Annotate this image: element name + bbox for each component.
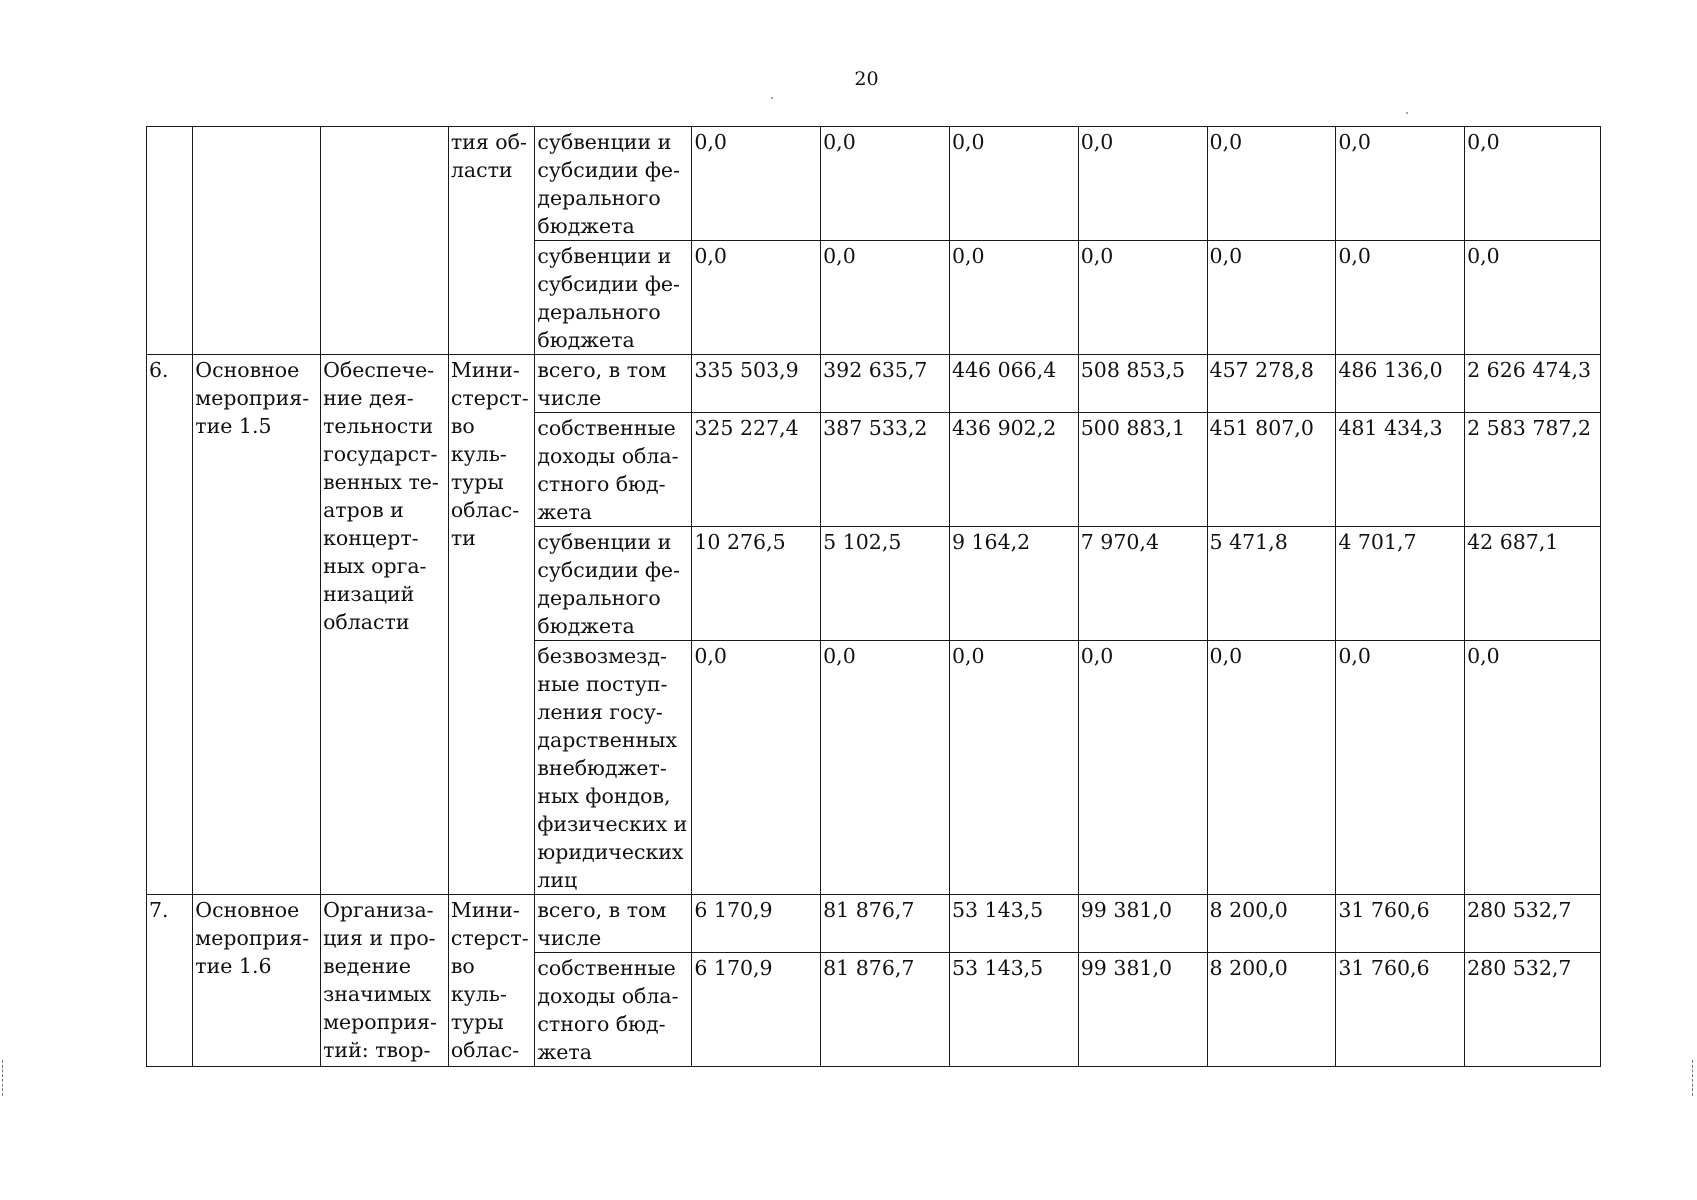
row-number-cell: 7. xyxy=(147,895,193,1067)
value-cell: 436 902,2 xyxy=(949,413,1078,527)
value-cell: 81 876,7 xyxy=(821,895,950,953)
value-cell: 7 970,4 xyxy=(1078,527,1207,641)
value-cell: 0,0 xyxy=(1207,641,1336,895)
funding-source-cell: всего, в том числе xyxy=(535,355,692,413)
table-row xyxy=(147,355,1601,413)
funding-source-cell: собственные доходы обла- стного бюд- жета xyxy=(535,413,692,527)
value-cell: 0,0 xyxy=(1336,641,1465,895)
funding-source-cell: субвенции и субсидии фе- дерального бюджета xyxy=(535,127,692,241)
value-cell: 5 471,8 xyxy=(1207,527,1336,641)
value-cell: 53 143,5 xyxy=(949,895,1078,953)
value-cell: 0,0 xyxy=(1465,641,1601,895)
value-cell: 0,0 xyxy=(949,241,1078,355)
value-cell: 392 635,7 xyxy=(821,355,950,413)
funding-source-cell: субвенции и субсидии фе- дерального бюджета xyxy=(535,527,692,641)
event-cell: Основное мероприя- тие 1.6 xyxy=(193,895,321,1067)
value-cell: 451 807,0 xyxy=(1207,413,1336,527)
value-cell: 5 102,5 xyxy=(821,527,950,641)
value-cell: 0,0 xyxy=(1336,241,1465,355)
value-cell: 0,0 xyxy=(1465,127,1601,241)
event-cell xyxy=(193,127,321,355)
value-cell: 31 760,6 xyxy=(1336,895,1465,953)
value-cell: 0,0 xyxy=(1336,127,1465,241)
value-cell: 0,0 xyxy=(949,641,1078,895)
value-cell: 2 583 787,2 xyxy=(1465,413,1601,527)
value-cell: 9 164,2 xyxy=(949,527,1078,641)
value-cell: 99 381,0 xyxy=(1078,953,1207,1067)
executor-cell: Мини- стерст- во куль- туры облас- xyxy=(448,895,535,1067)
value-cell: 0,0 xyxy=(1207,127,1336,241)
value-cell: 0,0 xyxy=(821,127,950,241)
value-cell: 0,0 xyxy=(821,641,950,895)
value-cell: 6 170,9 xyxy=(692,953,821,1067)
value-cell: 0,0 xyxy=(692,641,821,895)
value-cell: 42 687,1 xyxy=(1465,527,1601,641)
scan-edge-mark-right xyxy=(1692,1060,1697,1096)
scan-speck xyxy=(1406,112,1408,114)
value-cell: 0,0 xyxy=(692,241,821,355)
value-cell: 446 066,4 xyxy=(949,355,1078,413)
funding-source-cell: собственные доходы обла- стного бюд- жета xyxy=(535,953,692,1067)
value-cell: 0,0 xyxy=(1207,241,1336,355)
value-cell: 8 200,0 xyxy=(1207,953,1336,1067)
funding-source-cell: субвенции и субсидии фе- дерального бюджета xyxy=(535,241,692,355)
executor-cell: тия об- ласти xyxy=(448,127,535,355)
value-cell: 81 876,7 xyxy=(821,953,950,1067)
table-row xyxy=(147,127,1601,241)
value-cell: 457 278,8 xyxy=(1207,355,1336,413)
value-cell: 99 381,0 xyxy=(1078,895,1207,953)
value-cell: 0,0 xyxy=(1078,127,1207,241)
value-cell: 508 853,5 xyxy=(1078,355,1207,413)
value-cell: 10 276,5 xyxy=(692,527,821,641)
value-cell: 387 533,2 xyxy=(821,413,950,527)
funding-source-cell: всего, в том числе xyxy=(535,895,692,953)
value-cell: 8 200,0 xyxy=(1207,895,1336,953)
title-cell xyxy=(321,127,449,355)
value-cell: 0,0 xyxy=(949,127,1078,241)
value-cell: 486 136,0 xyxy=(1336,355,1465,413)
value-cell: 335 503,9 xyxy=(692,355,821,413)
value-cell: 31 760,6 xyxy=(1336,953,1465,1067)
table-row xyxy=(147,895,1601,953)
executor-cell: Мини- стерст- во куль- туры облас- ти xyxy=(448,355,535,895)
value-cell: 500 883,1 xyxy=(1078,413,1207,527)
value-cell: 0,0 xyxy=(692,127,821,241)
value-cell: 325 227,4 xyxy=(692,413,821,527)
value-cell: 0,0 xyxy=(1465,241,1601,355)
value-cell: 280 532,7 xyxy=(1465,953,1601,1067)
value-cell: 0,0 xyxy=(821,241,950,355)
value-cell: 0,0 xyxy=(1078,241,1207,355)
value-cell: 0,0 xyxy=(1078,641,1207,895)
row-number-cell xyxy=(147,127,193,355)
value-cell: 53 143,5 xyxy=(949,953,1078,1067)
page-number: 20 xyxy=(854,68,879,90)
value-cell: 6 170,9 xyxy=(692,895,821,953)
title-cell: Организа- ция и про- ведение значимых мероприя- тий: твор- xyxy=(321,895,449,1067)
value-cell: 4 701,7 xyxy=(1336,527,1465,641)
scan-speck xyxy=(771,97,773,99)
scan-edge-mark-left xyxy=(2,1060,7,1096)
value-cell: 2 626 474,3 xyxy=(1465,355,1601,413)
value-cell: 280 532,7 xyxy=(1465,895,1601,953)
funding-source-cell: безвозмезд- ные поступ- ления госу- дарственных внебюджет- ных фондов, физических и юридических лиц xyxy=(535,641,692,895)
budget-table xyxy=(146,126,1601,1067)
event-cell: Основное мероприя- тие 1.5 xyxy=(193,355,321,895)
title-cell: Обеспече- ние дея- тельности государст- венных те- атров и концерт- ных орга- низаций области xyxy=(321,355,449,895)
value-cell: 481 434,3 xyxy=(1336,413,1465,527)
row-number-cell: 6. xyxy=(147,355,193,895)
